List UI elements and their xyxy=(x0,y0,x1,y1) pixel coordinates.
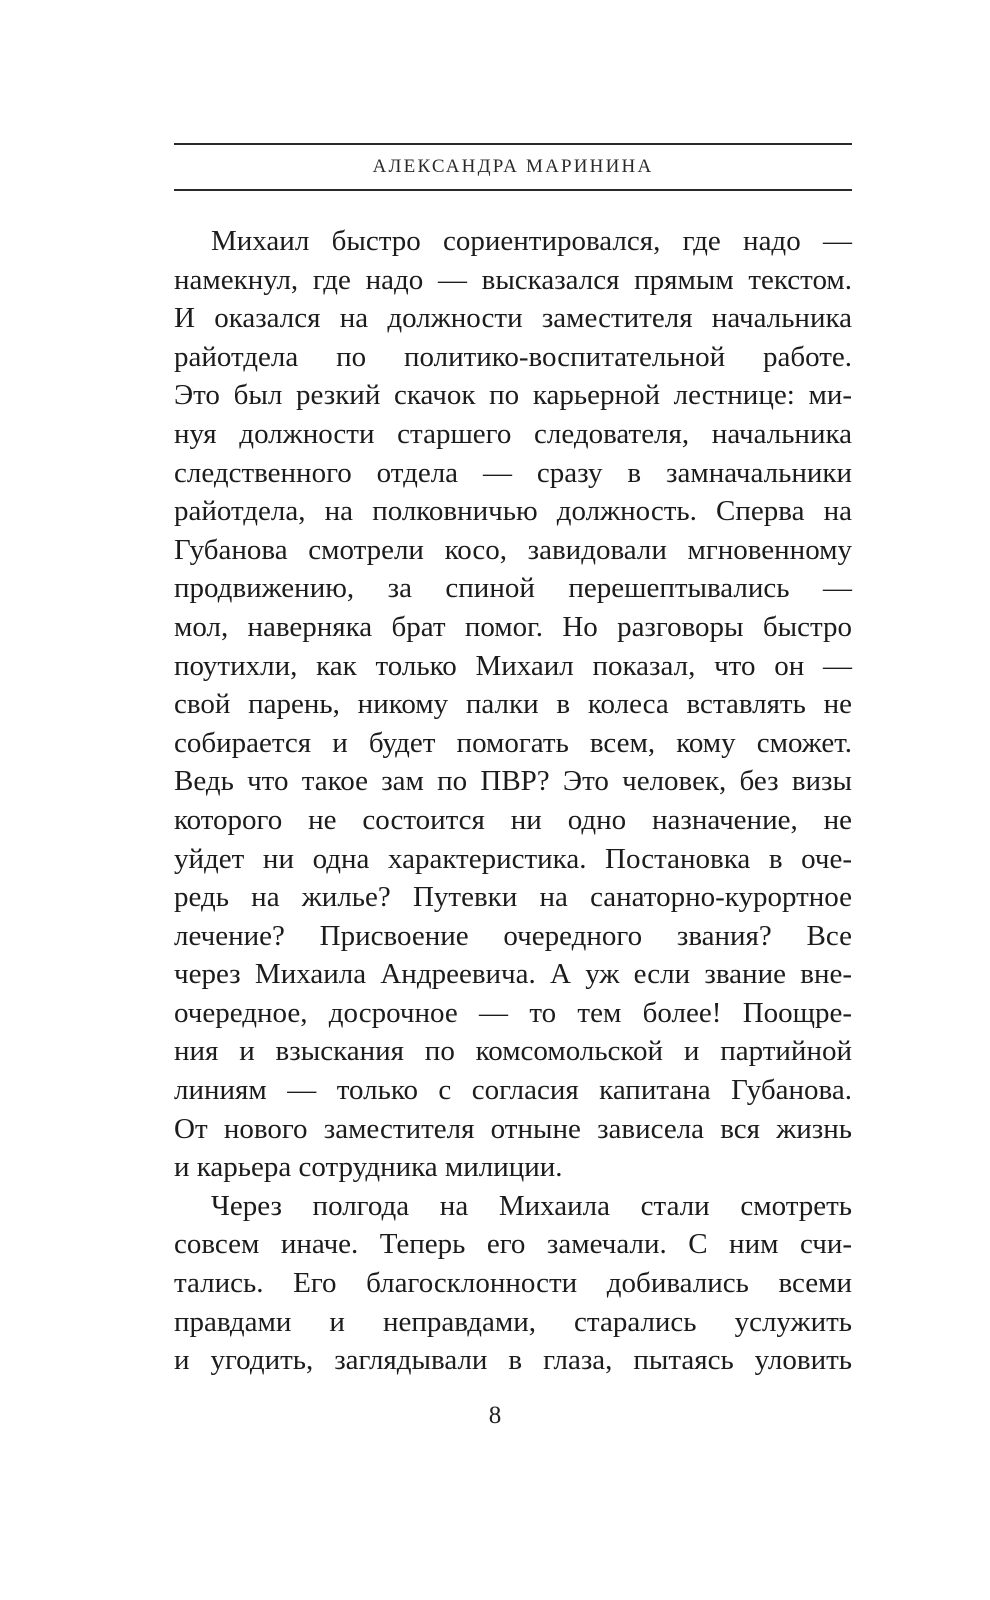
text-line: Михаил быстро сориентировался, где надо — xyxy=(211,225,852,257)
text-line: продвижению, за спиной перешептывались — xyxy=(174,572,852,605)
text-line: которого не состоится ни одно назначение, не xyxy=(174,803,852,836)
text-line: мол, наверняка брат помог. Но разговоры быстро xyxy=(174,610,852,643)
text-line: через Михаила Андреевича. А уж если звание вне- xyxy=(174,958,852,991)
text-line: следственного отдела — сразу в замначальники xyxy=(174,456,852,489)
text-line: райотдела, на полковничью должность. Сперва на xyxy=(174,495,852,528)
body-text xyxy=(174,222,852,1380)
text-line: редь на жилье? Путевки на санаторно-курортное xyxy=(174,881,852,914)
text-line: Ведь что такое зам по ПВР? Это человек, без визы xyxy=(174,765,852,798)
text-line: и карьера сотрудника милиции. xyxy=(174,1151,563,1184)
text-line: правдами и неправдами, старались услужить xyxy=(174,1305,852,1338)
page-number: 8 xyxy=(488,1402,502,1429)
text-line: Через полгода на Михаила стали смотреть xyxy=(211,1189,852,1222)
paragraph-1 xyxy=(174,222,852,1187)
running-header xyxy=(174,143,852,191)
text-line: очередное, досрочное — то тем более! Поощре- xyxy=(174,996,852,1029)
text-line: линиям — только с согласия капитана Губанова. xyxy=(174,1074,852,1107)
text-line: поутихли, как только Михаил показал, что он — xyxy=(174,649,852,682)
text-line: намекнул, где надо — высказался прямым текстом. xyxy=(174,263,852,296)
text-line: лечение? Присвоение очередного звания? Все xyxy=(174,919,852,952)
text-line: тались. Его благосклонности добивались всеми xyxy=(174,1267,852,1300)
text-line: и угодить, заглядывали в глаза, пытаясь уловить xyxy=(174,1344,852,1377)
text-line: уйдет ни одна характеристика. Постановка в оче- xyxy=(174,842,852,875)
text-line: И оказался на должности заместителя начальника xyxy=(174,302,852,335)
text-line: нуя должности старшего следователя, начальника xyxy=(174,417,852,450)
text-line: свой парень, никому палки в колеса вставлять не xyxy=(174,688,852,721)
text-line: собирается и будет помогать всем, кому сможет. xyxy=(174,726,852,759)
paragraph-2 xyxy=(174,1187,852,1380)
text-line: От нового заместителя отныне зависела вся жизнь xyxy=(174,1112,852,1145)
text-line: ния и взыскания по комсомольской и партийной xyxy=(174,1035,852,1068)
text-line: Губанова смотрели косо, завидовали мгновенному xyxy=(174,533,852,566)
text-line: райотдела по политико-воспитательной работе. xyxy=(174,340,852,373)
text-line: совсем иначе. Теперь его замечали. С ним счи- xyxy=(174,1228,852,1261)
text-line: Это был резкий скачок по карьерной лестнице: ми- xyxy=(174,379,852,412)
author-name: АЛЕКСАНДРА МАРИНИНА xyxy=(372,156,654,177)
